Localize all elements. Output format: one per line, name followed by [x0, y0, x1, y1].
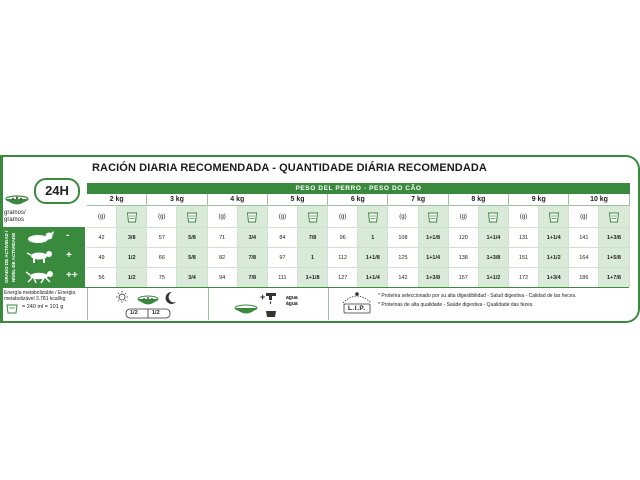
grams-unit-cell: (g) — [388, 205, 418, 227]
cups-value: 5/8 — [177, 227, 207, 247]
cups-value: 7/8 — [238, 247, 268, 267]
grams-value: 97 — [268, 247, 298, 267]
grams-value: 111 — [268, 267, 298, 287]
cups-value: 1+1/2 — [539, 247, 569, 267]
feeding-title: RACIÓN DIARIA RECOMENDADA - QUANTIDADE DIÁRIA RECOMENDADA — [92, 162, 487, 174]
grams-value: 96 — [328, 227, 358, 247]
water-label: agua água — [286, 295, 298, 307]
dog-resting-icon — [24, 230, 58, 244]
protein-note-es: * Proteína seleccionado por su alta digestibilidad - Salud digestiva - Calidad de las heces. — [378, 293, 577, 299]
cup-unit-cell — [177, 205, 207, 227]
grams-value: 141 — [569, 227, 599, 247]
gramos-label: gramos/ gramos — [4, 210, 26, 223]
cups-value: 1+5/8 — [599, 247, 629, 267]
measuring-cup-icon — [427, 211, 439, 223]
svg-text:+: + — [260, 292, 266, 302]
weight-header-cell: 10 kg — [569, 194, 629, 205]
grams-value: 57 — [147, 227, 177, 247]
cups-value: 3/8 — [117, 227, 147, 247]
cups-value: 1+1/2 — [479, 267, 509, 287]
grams-value: 186 — [569, 267, 599, 287]
measuring-cup-icon — [186, 211, 198, 223]
lip-label: L.I.P. — [348, 305, 366, 312]
grams-value: 127 — [328, 267, 358, 287]
cup-unit-cell — [539, 205, 569, 227]
cup-unit-cell — [298, 205, 328, 227]
ration-row — [87, 267, 630, 287]
weight-header-cell: 4 kg — [208, 194, 268, 205]
grams-value: 82 — [208, 247, 238, 267]
weight-header-cell: 5 kg — [268, 194, 328, 205]
cups-value: 1+1/4 — [358, 267, 388, 287]
grams-value: 142 — [388, 267, 418, 287]
cups-value: 1+3/8 — [599, 227, 629, 247]
footer-separator-2 — [208, 288, 209, 320]
cup-unit-cell — [419, 205, 449, 227]
measuring-cup-icon — [487, 211, 499, 223]
grams-unit-cell: (g) — [328, 205, 358, 227]
cups-value: 1+3/4 — [539, 267, 569, 287]
cups-value: 7/8 — [298, 227, 328, 247]
24h-badge: 24H — [34, 178, 80, 204]
cups-value: 1+1/8 — [358, 247, 388, 267]
grams-unit-cell: (g) — [208, 205, 238, 227]
water-bowl-icon — [232, 291, 282, 319]
grams-value: 172 — [509, 267, 539, 287]
grams-value: 112 — [328, 247, 358, 267]
measuring-cup-icon — [6, 304, 18, 314]
cups-value: 7/8 — [238, 267, 268, 287]
measuring-cup-icon — [246, 211, 258, 223]
lip-badge-icon — [340, 289, 374, 319]
activity-level-low: - — [66, 230, 70, 241]
weight-header-cell: 9 kg — [509, 194, 569, 205]
activity-level-high: ++ — [66, 270, 78, 281]
cups-value: 5/8 — [177, 247, 207, 267]
grams-value: 164 — [569, 247, 599, 267]
measuring-cup-icon — [367, 211, 379, 223]
ration-row — [87, 247, 630, 267]
cups-value: 1+1/4 — [539, 227, 569, 247]
grams-value: 151 — [509, 247, 539, 267]
cups-value: 1 — [298, 247, 328, 267]
grams-unit-cell: (g) — [509, 205, 539, 227]
cup-unit-cell — [479, 205, 509, 227]
energy-value: = 240 ml = 101 g — [22, 304, 64, 310]
grams-value: 131 — [509, 227, 539, 247]
grams-unit-cell: (g) — [449, 205, 479, 227]
cups-value: 1+3/8 — [419, 267, 449, 287]
energy-label: Energía metabolizable / Energia metabolizável 3.781 kcal/kg — [4, 290, 76, 302]
grams-value: 157 — [449, 267, 479, 287]
weight-row — [87, 194, 630, 205]
activity-level-medium: + — [66, 250, 72, 261]
grams-value: 49 — [87, 247, 117, 267]
footer-divider — [2, 287, 629, 288]
cups-value: 1/2 — [117, 267, 147, 287]
grams-value: 84 — [268, 227, 298, 247]
grams-unit-cell: (g) — [147, 205, 177, 227]
cups-value: 1+1/8 — [419, 227, 449, 247]
unit-row — [87, 205, 630, 227]
dog-running-icon — [24, 270, 58, 284]
grams-unit-cell: (g) — [569, 205, 599, 227]
grams-value: 56 — [87, 267, 117, 287]
grams-value: 42 — [87, 227, 117, 247]
cups-value: 1 — [358, 227, 388, 247]
weight-header-cell: 6 kg — [328, 194, 388, 205]
cups-value: 1/2 — [117, 247, 147, 267]
activity-medium — [20, 247, 84, 267]
grams-value: 66 — [147, 247, 177, 267]
activity-low — [20, 227, 84, 247]
grams-value: 138 — [449, 247, 479, 267]
ration-row — [87, 227, 630, 247]
cup-unit-cell — [599, 205, 629, 227]
split-morning: 1/2 — [130, 310, 138, 316]
protein-notes — [378, 292, 576, 310]
protein-note-pt: * Proteínas de alta qualidade - Saúde digestiva - Qualidade das fezes. — [378, 302, 534, 308]
activity-high — [20, 267, 84, 287]
grams-value: 75 — [147, 267, 177, 287]
grams-unit-cell: (g) — [87, 205, 117, 227]
day-night-split-icon — [112, 290, 184, 320]
weight-header-cell: 7 kg — [388, 194, 448, 205]
measuring-cup-icon — [608, 211, 620, 223]
weight-header-cell: 3 kg — [147, 194, 207, 205]
cup-unit-cell — [117, 205, 147, 227]
cups-value: 1+1/8 — [298, 267, 328, 287]
weight-header-cell: 2 kg — [87, 194, 147, 205]
cup-unit-cell — [238, 205, 268, 227]
measuring-cup-icon — [126, 211, 138, 223]
cups-value: 1+3/8 — [479, 247, 509, 267]
split-evening: 1/2 — [152, 310, 160, 316]
activity-vertical-label: GRADO DE ACTIVIDAD / NÍVEL DE ACTIVIDADE — [4, 230, 16, 284]
bowl-icon — [4, 194, 30, 208]
grams-value: 71 — [208, 227, 238, 247]
cups-value: 3/4 — [238, 227, 268, 247]
cups-value: 1+7/8 — [599, 267, 629, 287]
cup-unit-cell — [358, 205, 388, 227]
cups-value: 1+1/4 — [479, 227, 509, 247]
grams-value: 94 — [208, 267, 238, 287]
measuring-cup-icon — [548, 211, 560, 223]
grams-value: 108 — [388, 227, 418, 247]
footer-separator-3 — [328, 288, 329, 320]
measuring-cup-icon — [307, 211, 319, 223]
dog-walking-icon — [24, 250, 58, 264]
grams-value: 120 — [449, 227, 479, 247]
weight-header: PESO DEL PERRO - PESO DO CÃO — [87, 183, 630, 194]
cups-value: 1+1/4 — [419, 247, 449, 267]
grams-unit-cell: (g) — [268, 205, 298, 227]
grams-value: 125 — [388, 247, 418, 267]
cups-value: 3/4 — [177, 267, 207, 287]
weight-header-cell: 8 kg — [449, 194, 509, 205]
footer-separator-1 — [87, 288, 88, 320]
